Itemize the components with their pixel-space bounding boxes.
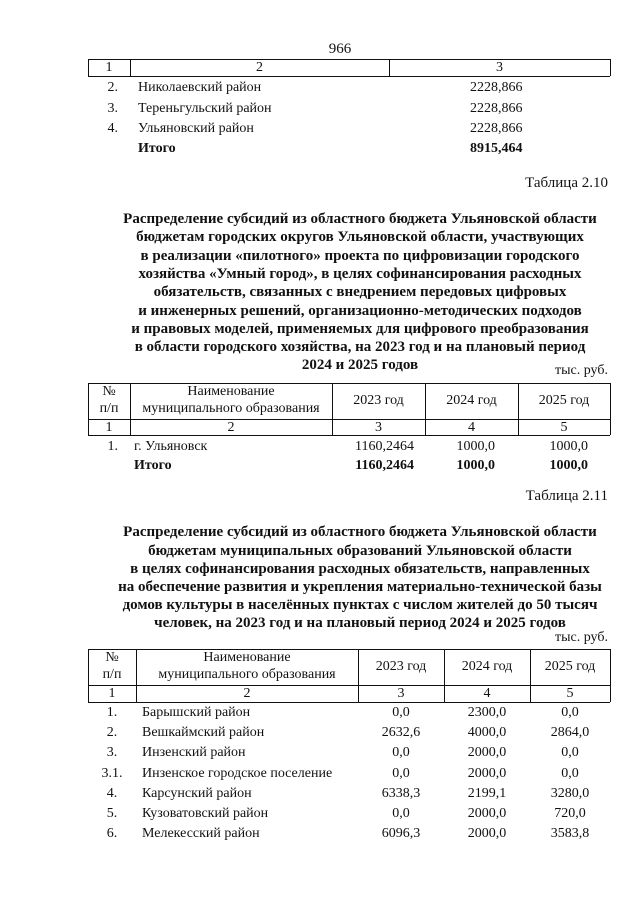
- header-year: 2024 год: [446, 393, 497, 408]
- total-value-2025: 1000,0: [549, 458, 588, 473]
- row-number: 6.: [106, 826, 118, 841]
- index-cell: 1: [105, 420, 113, 435]
- row-name: Барышский район: [142, 705, 251, 720]
- row-value: 2228,866: [470, 121, 523, 136]
- table-line: [610, 383, 611, 435]
- title-line: и инженерных решений, организационно-методических подходов: [138, 303, 582, 319]
- row-name: Инзенское городское поселение: [142, 766, 333, 781]
- row-name: г. Ульяновск: [134, 439, 208, 454]
- table-caption: Таблица 2.10: [525, 175, 608, 191]
- row-value-2023: 0,0: [392, 806, 410, 821]
- row-number: 2.: [107, 80, 118, 95]
- row-name: Инзенский район: [142, 745, 246, 760]
- table-top-line: [610, 59, 611, 76]
- index-cell: 3: [397, 686, 405, 701]
- index-cell: 4: [468, 420, 475, 435]
- row-value-2024: 4000,0: [467, 725, 507, 740]
- row-number: 3.: [107, 101, 118, 116]
- table-top-header-cell: 1: [105, 60, 113, 75]
- row-value-2023: 6096,3: [381, 826, 421, 841]
- table-line: [610, 649, 611, 702]
- row-number: 3.1.: [101, 766, 123, 781]
- row-name: Николаевский район: [138, 80, 262, 95]
- row-value-2023: 2632,6: [381, 725, 421, 740]
- row-value-2024: 1000,0: [456, 439, 495, 454]
- row-value-2024: 2000,0: [467, 766, 507, 781]
- table-line: [88, 702, 610, 703]
- header-year: 2024 год: [461, 659, 513, 674]
- row-value-2023: 6338,3: [381, 786, 421, 801]
- header-name: муниципального образования: [158, 667, 336, 682]
- row-value-2025: 0,0: [561, 705, 579, 720]
- total-label: Итого: [134, 458, 172, 473]
- row-number: 2.: [106, 725, 118, 740]
- index-cell: 1: [108, 686, 116, 701]
- row-value-2025: 1000,0: [549, 439, 588, 454]
- unit-label: тыс. руб.: [555, 630, 608, 645]
- row-value-2025: 0,0: [561, 745, 579, 760]
- row-value-2024: 2000,0: [467, 826, 507, 841]
- index-cell: 5: [560, 420, 568, 435]
- title-line: в целях софинансирования расходных обязательств, направленных: [130, 561, 590, 577]
- title-line: Распределение субсидий из областного бюджета Ульяновской области: [123, 524, 597, 540]
- row-value-2025: 3583,8: [550, 826, 590, 841]
- row-value-2025: 720,0: [554, 806, 586, 821]
- title-line: домов культуры в населённых пунктах с числом жителей до 50 тысяч: [122, 597, 598, 613]
- header-year: 2025 год: [538, 393, 590, 408]
- title-line: хозяйства «Умный город», в целях софинансирования расходных: [138, 266, 582, 282]
- row-number: 3.: [106, 745, 118, 760]
- table-caption: Таблица 2.11: [525, 488, 608, 504]
- title-line: в области городского хозяйства, на 2023 год и на плановый период: [134, 339, 586, 355]
- total-value: 8915,464: [470, 141, 523, 156]
- row-number: 5.: [106, 806, 118, 821]
- index-cell: 2: [227, 420, 235, 435]
- row-number: 4.: [106, 786, 118, 801]
- row-name: Мелекесский район: [142, 826, 260, 841]
- title-line: и правовых моделей, применяемых для цифрового преобразования: [131, 321, 589, 337]
- index-cell: 4: [483, 686, 491, 701]
- title-line: на обеспечение развития и укрепления материально-технической базы: [118, 579, 602, 595]
- row-number: 4.: [107, 121, 118, 136]
- title-line: бюджетам городских округов Ульяновской области, участвующих: [136, 229, 584, 245]
- row-value-2025: 3280,0: [550, 786, 590, 801]
- header-num: п/п: [102, 667, 122, 682]
- title-line: Распределение субсидий из областного бюджета Ульяновской области: [123, 211, 597, 227]
- row-value: 2228,866: [470, 101, 523, 116]
- total-label: Итого: [138, 141, 176, 156]
- row-value-2024: 2000,0: [467, 806, 507, 821]
- table-top-header-cell: 3: [496, 60, 503, 75]
- header-num: №: [105, 650, 119, 665]
- row-value-2023: 0,0: [392, 705, 410, 720]
- table-top-header-cell: 2: [256, 60, 263, 75]
- unit-label: тыс. руб.: [555, 363, 608, 378]
- row-value-2023: 0,0: [392, 745, 410, 760]
- header-name: муниципального образования: [142, 401, 320, 416]
- table-top-line: [88, 76, 610, 77]
- row-value-2024: 2199,1: [467, 786, 507, 801]
- total-value-2023: 1160,2464: [355, 458, 414, 473]
- title-line: человек, на 2023 год и на плановый период 2024 и 2025 годов: [154, 615, 566, 631]
- row-value-2025: 2864,0: [550, 725, 590, 740]
- title-line: обязательств, связанных с внедрением передовых цифровых: [153, 284, 567, 300]
- index-cell: 5: [566, 686, 574, 701]
- row-value-2024: 2000,0: [467, 745, 507, 760]
- row-number: 1.: [107, 439, 118, 454]
- row-number: 1.: [106, 705, 118, 720]
- row-value-2023: 1160,2464: [355, 439, 414, 454]
- row-name: Вешкаймский район: [142, 725, 265, 740]
- total-value-2024: 1000,0: [456, 458, 495, 473]
- header-num: №: [102, 384, 116, 399]
- title-line: бюджетам муниципальных образований Ульяновской области: [148, 543, 572, 559]
- title-line: в реализации «пилотного» проекта по цифровизации городского: [140, 248, 580, 264]
- row-name: Кузоватовский район: [142, 806, 269, 821]
- header-name: Наименование: [203, 650, 291, 665]
- header-num: п/п: [99, 401, 119, 416]
- row-name: Ульяновский район: [138, 121, 254, 136]
- title-line: 2024 и 2025 годов: [301, 357, 419, 373]
- header-year: 2025 год: [544, 659, 596, 674]
- page-number: 966: [328, 41, 352, 57]
- row-value-2023: 0,0: [392, 766, 410, 781]
- row-name: Карсунский район: [142, 786, 252, 801]
- row-value-2024: 2300,0: [467, 705, 507, 720]
- header-year: 2023 год: [375, 659, 427, 674]
- row-value: 2228,866: [470, 80, 523, 95]
- index-cell: 2: [243, 686, 251, 701]
- row-value-2025: 0,0: [561, 766, 579, 781]
- header-year: 2023 год: [353, 393, 404, 408]
- index-cell: 3: [375, 420, 382, 435]
- header-name: Наименование: [187, 384, 275, 399]
- row-name: Тереньгульский район: [138, 101, 272, 116]
